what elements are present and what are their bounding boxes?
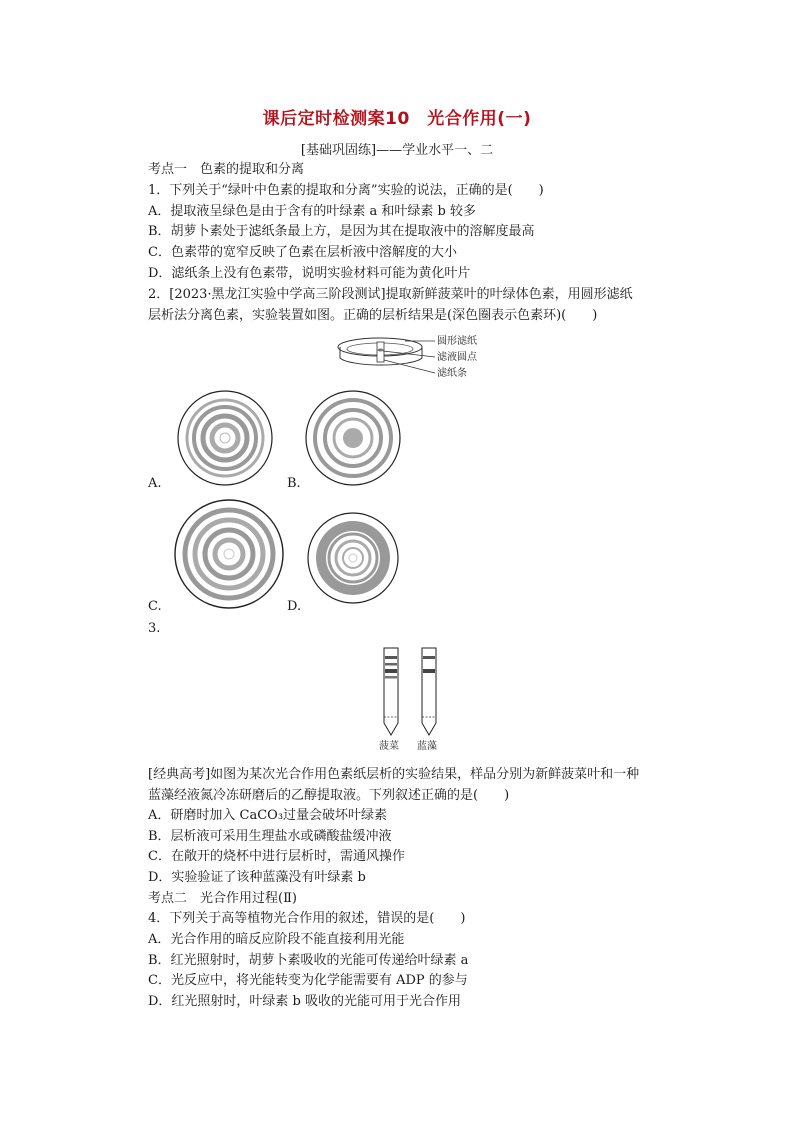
q1-stem: 1．下列关于“绿叶中色素的提取和分离”实验的说法，正确的是( ) [148, 183, 544, 198]
q3-option-a: A．研磨时加入 CaCO₃过量会破坏叶绿素 [148, 808, 388, 823]
chromatography-apparatus-figure [330, 330, 490, 385]
petri-dish-shape [338, 338, 422, 365]
q1-option-b: B．胡萝卜素处于滤纸条最上方，是因为其在提取液中的溶解度最高 [148, 224, 535, 239]
q4-option-a: A．光合作用的暗反应阶段不能直接利用光能 [148, 932, 405, 947]
page-subtitle: [基础巩固练]——学业水平一、二 [300, 143, 494, 158]
option-d-chromatogram [305, 510, 401, 606]
option-a-chromatogram [175, 388, 275, 488]
label-round-filter-paper: 圆形滤纸 [437, 336, 477, 347]
option-b-chromatogram [303, 388, 403, 488]
q1-option-a: A．提取液呈绿色是由于含有的叶绿素 a 和叶绿素 b 较多 [148, 204, 476, 219]
q3-stem-line1: [经典高考]如图为某次光合作用色素纸层析的实验结果，样品分别为新鲜菠菜叶和一种 [148, 767, 640, 782]
option-a-label: A. [148, 476, 162, 491]
cyanobacteria-strip [422, 648, 436, 735]
option-b-label: B. [287, 476, 301, 491]
q4-option-c: C．光反应中，将光能转变为化学能需要有 ADP 的参与 [148, 973, 468, 988]
page-title: 课后定时检测案10 光合作用(一) [262, 109, 532, 129]
q3-stem-line2: 蓝藻经液氮冷冻研磨后的乙醇提取液。下列叙述正确的是( ) [148, 788, 510, 803]
q3-number: 3. [148, 621, 161, 636]
paper-chromatography-strips-figure [375, 645, 445, 753]
q1-option-d: D．滤纸条上没有色素带，说明实验材料可能为黄化叶片 [148, 266, 471, 281]
option-c-label: C. [148, 599, 162, 614]
q3-option-c: C．在敞开的烧杯中进行层析时，需通风操作 [148, 849, 405, 864]
q3-option-b: B．层析液可采用生理盐水或磷酸盐缓冲液 [148, 829, 392, 844]
q2-stem-line1: 2．[2023·黑龙江实验中学高三阶段测试]提取新鲜菠菜叶的叶绿体色素，用圆形滤纸 [148, 287, 633, 302]
option-d-label: D. [287, 599, 302, 614]
label-spinach: 菠菜 [379, 741, 399, 752]
section-heading-2: 考点二 光合作用过程(Ⅱ) [148, 891, 297, 906]
q4-stem: 4．下列关于高等植物光合作用的叙述，错误的是( ) [148, 911, 466, 926]
option-c-chromatogram [172, 497, 286, 611]
q3-option-d: D．实验验证了该种蓝藻没有叶绿素 b [148, 870, 366, 885]
q4-option-d: D．红光照射时，叶绿素 b 吸收的光能可用于光合作用 [148, 994, 462, 1009]
spinach-strip [384, 648, 398, 735]
label-filtrate-dot: 滤液圆点 [437, 352, 477, 363]
q2-stem-line2: 层析法分离色素，实验装置如图。正确的层析结果是(深色圈表示色素环)( ) [148, 308, 598, 323]
q1-option-c: C．色素带的宽窄反映了色素在层析液中溶解度的大小 [148, 245, 457, 260]
label-filter-strip: 滤纸条 [437, 368, 467, 379]
section-heading-1: 考点一 色素的提取和分离 [148, 162, 305, 177]
q4-option-b: B．红光照射时，胡萝卜素吸收的光能可传递给叶绿素 a [148, 953, 469, 968]
label-cyanobacteria: 蓝藻 [417, 741, 437, 752]
